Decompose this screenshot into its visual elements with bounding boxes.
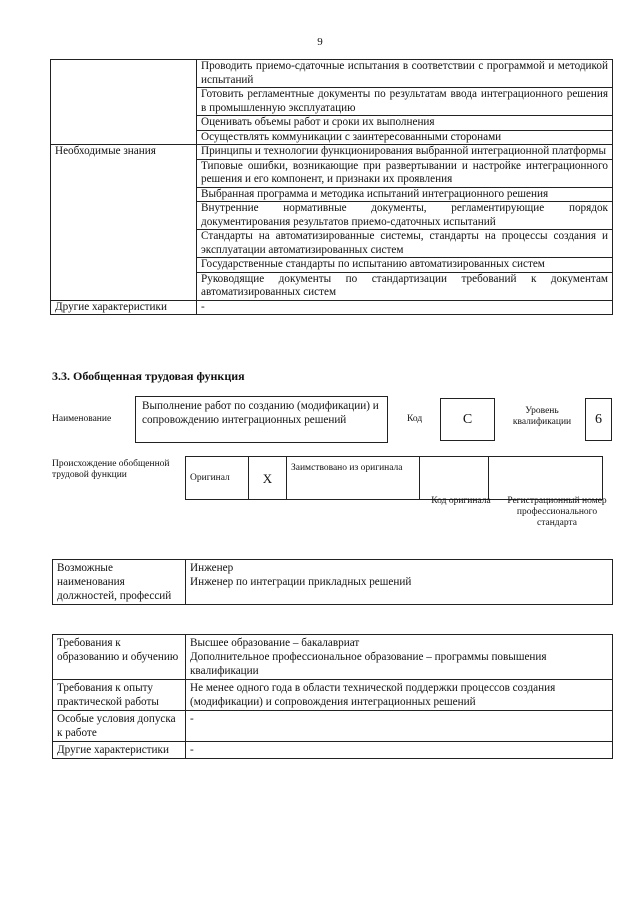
table-row	[53, 711, 613, 742]
qualification-level-label: Уровень квалификации	[512, 406, 572, 427]
code-original-cell	[420, 457, 489, 500]
table-row	[51, 145, 613, 160]
table-cell-value: -	[197, 300, 613, 315]
reg-number-cell	[489, 457, 603, 500]
table-cell-label: Другие характеристики	[51, 300, 197, 315]
position-line: Инженер по интеграции прикладных решений	[190, 576, 412, 588]
table-cell-label: Необходимые знания	[51, 145, 197, 301]
name-label: Наименование	[52, 414, 112, 424]
requirement-line: -	[190, 713, 194, 725]
position-line: Инженер	[190, 562, 234, 574]
requirement-line: Не менее одного года в области технической поддержки процессов создания (модификации) и сопровождения интеграционных решений	[190, 682, 556, 708]
table-row	[51, 60, 613, 88]
table-cell-value: Оценивать объемы работ и сроки их выполнения	[197, 116, 613, 131]
requirement-line: Высшее образование – бакалавриат	[190, 637, 360, 649]
table-cell-value: Внутренние нормативные документы, регламентирующие порядок документирования результатов приемо-сдаточных испытаний	[197, 202, 613, 230]
origin-table	[185, 456, 603, 500]
table-cell-value: Государственные стандарты по испытанию автоматизированных систем	[197, 258, 613, 273]
original-mark: Х	[249, 457, 287, 500]
function-name-box: Выполнение работ по созданию (модификации) и сопровождению интеграционных решений	[135, 396, 388, 443]
section-title: 3.3. Обобщенная трудовая функция	[52, 369, 245, 383]
qualification-level-box: 6	[585, 398, 612, 441]
table-row	[53, 742, 613, 759]
table-cell-value: Выбранная программа и методика испытаний интеграционного решения	[197, 187, 613, 202]
table-cell-value	[186, 742, 613, 759]
code-value-box: С	[440, 398, 495, 441]
table-cell-value: Типовые ошибки, возникающие при развертывании и настройке интеграционного решения и его компонент, и признаки их проявления	[197, 159, 613, 187]
table-cell-value: Руководящие документы по стандартизации требований к документам автоматизированных систем	[197, 272, 613, 300]
borrowed-label: Заимствовано из оригинала	[287, 457, 420, 500]
table-row	[53, 635, 613, 680]
table-cell-value: Принципы и технологии функционирования выбранной интеграционной платформы	[197, 145, 613, 160]
code-original-label: Код оригинала	[431, 496, 491, 506]
reg-number-label: Регистрационный номер профессионального стандарта	[507, 496, 607, 528]
table-cell-value: Осуществлять коммуникации с заинтересованными сторонами	[197, 130, 613, 145]
original-label: Оригинал	[186, 457, 249, 500]
table-cell-label: Требования к опыту практической работы	[53, 680, 186, 711]
table-cell-value: Стандарты на автоматизированные системы, стандарты на процессы создания и эксплуатации автоматизированных систем	[197, 230, 613, 258]
page-number: 9	[317, 36, 323, 48]
table-cell-value	[186, 635, 613, 680]
requirements-table	[52, 634, 613, 759]
table-cell-label	[51, 60, 197, 145]
positions-table	[52, 559, 613, 605]
table-cell-label: Особые условия допуска к работе	[53, 711, 186, 742]
table-row	[186, 457, 603, 500]
table-row	[53, 560, 613, 605]
table-cell-value: Проводить приемо-сдаточные испытания в соответствии с программой и методикой испытаний	[197, 60, 613, 88]
table-cell-value	[186, 560, 613, 605]
skills-knowledge-table	[50, 59, 613, 315]
code-label: Код	[407, 414, 423, 424]
table-cell-label: Другие характеристики	[53, 742, 186, 759]
requirement-line: -	[190, 744, 194, 756]
table-cell-value: Готовить регламентные документы по результатам ввода интеграционного решения в промышленную эксплуатацию	[197, 88, 613, 116]
table-cell-value	[186, 711, 613, 742]
table-row	[51, 300, 613, 315]
table-cell-label: Возможные наименования должностей, профессий	[53, 560, 186, 605]
requirement-line: Дополнительное профессиональное образование – программы повышения квалификации	[190, 651, 547, 677]
table-cell-value	[186, 680, 613, 711]
origin-label: Происхождение обобщенной трудовой функции	[52, 459, 170, 480]
table-cell-label: Требования к образованию и обучению	[53, 635, 186, 680]
table-row	[53, 680, 613, 711]
